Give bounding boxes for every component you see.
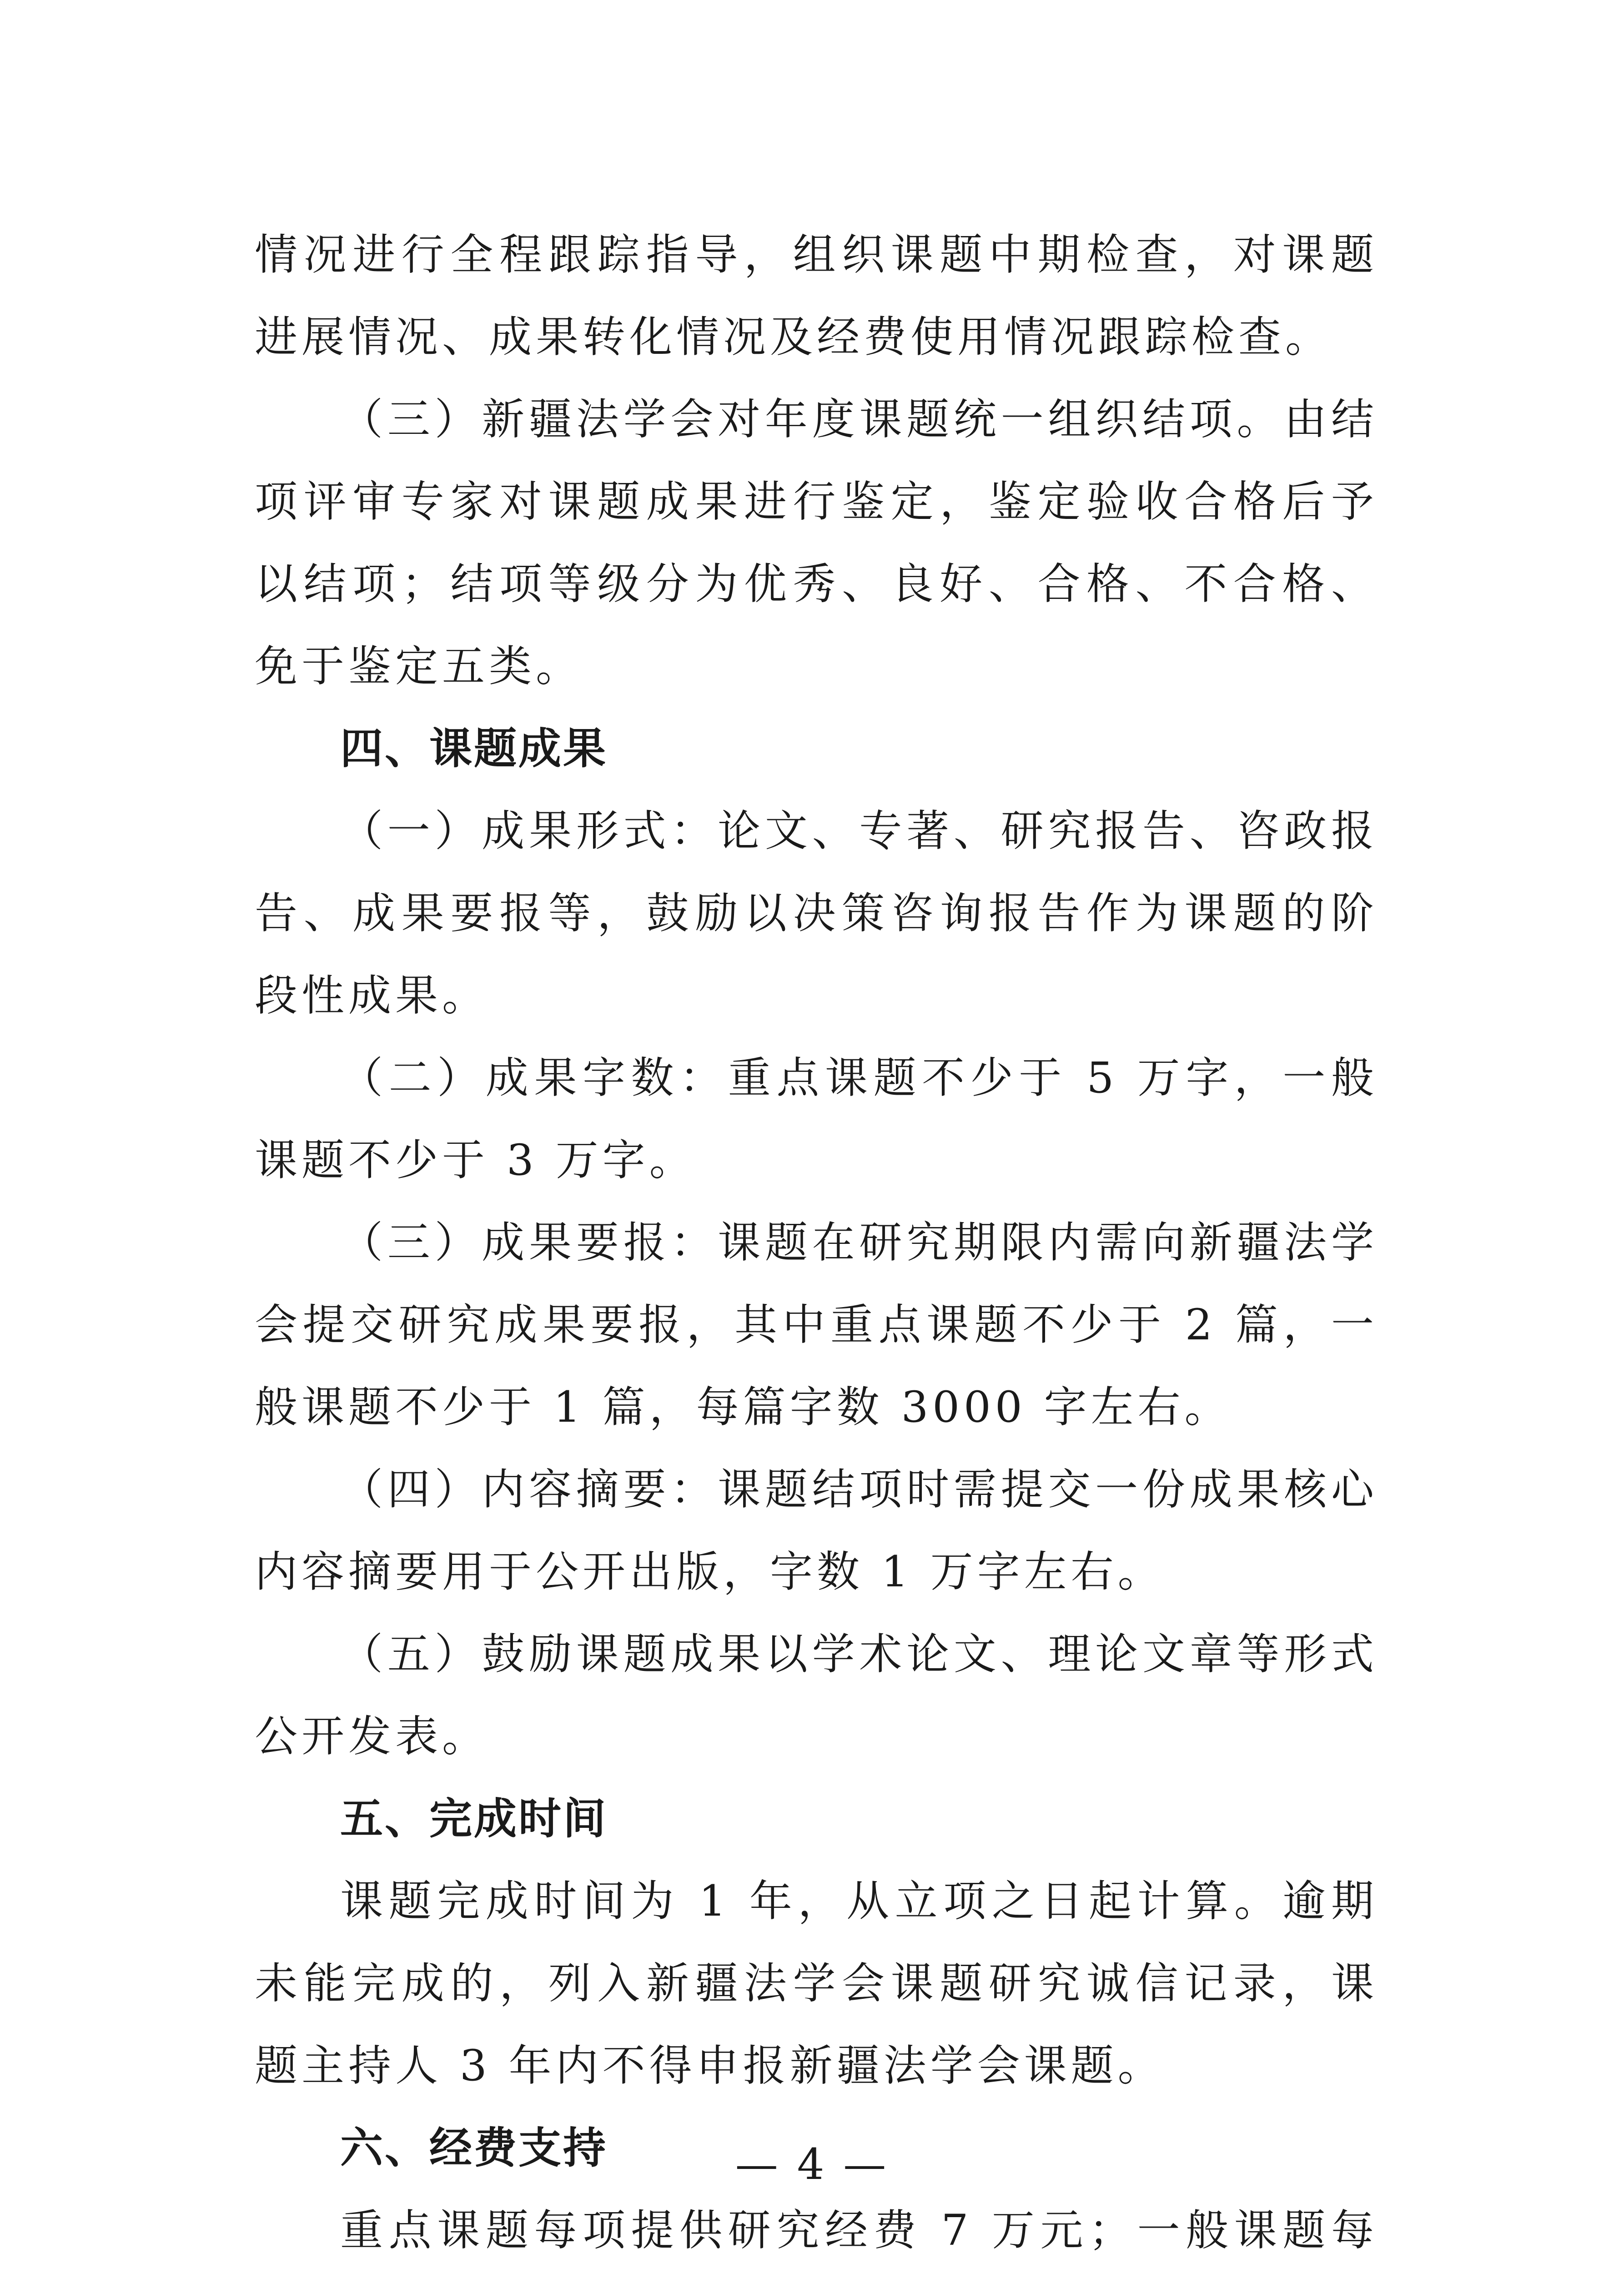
section-heading-results: 四、课题成果 bbox=[340, 724, 608, 774]
paragraph-result-forms: （一）成果形式：论文、专著、研究报告、咨政报告、成果要报等，鼓励以决策咨询报告作为课题的阶段性成果。 bbox=[255, 806, 1378, 1021]
paragraph-completion-time: 课题完成时间为 1 年，从立项之日起计算。逾期未能完成的，列入新疆法学会课题研究诚信记录，课题主持人 3 年内不得申报新疆法学会课题。 bbox=[255, 1877, 1378, 2091]
document-body bbox=[255, 214, 1378, 2274]
section-heading-completion-time: 五、完成时间 bbox=[340, 1794, 608, 1844]
paragraph-publication: （五）鼓励课题成果以学术论文、理论文章等形式公开发表。 bbox=[255, 1630, 1378, 1761]
paragraph-funding: 重点课题每项提供研究经费 7 万元；一般课题每 bbox=[340, 2206, 1378, 2255]
paragraph-result-word-count: （二）成果字数：重点课题不少于 5 万字，一般课题不少于 3 万字。 bbox=[255, 1053, 1378, 1185]
paragraph-completion-review: （三）新疆法学会对年度课题统一组织结项。由结项评审专家对课题成果进行鉴定，鉴定验收合格后予以结项；结项等级分为优秀、良好、合格、不合格、免于鉴定五类。 bbox=[255, 395, 1378, 691]
paragraph-result-reports: （三）成果要报：课题在研究期限内需向新疆法学会提交研究成果要报，其中重点课题不少于 2 篇，一般课题不少于 1 篇，每篇字数 3000 字左右。 bbox=[255, 1218, 1378, 1432]
page-number: — 4 — bbox=[735, 2140, 889, 2189]
paragraph-abstract: （四）内容摘要：课题结项时需提交一份成果核心内容摘要用于公开出版，字数 1 万字左右。 bbox=[255, 1465, 1378, 1597]
paragraph-continued: 情况进行全程跟踪指导，组织课题中期检查，对课题进展情况、成果转化情况及经费使用情况跟踪检查。 bbox=[255, 230, 1378, 362]
section-heading-funding: 六、经费支持 bbox=[340, 2123, 608, 2173]
